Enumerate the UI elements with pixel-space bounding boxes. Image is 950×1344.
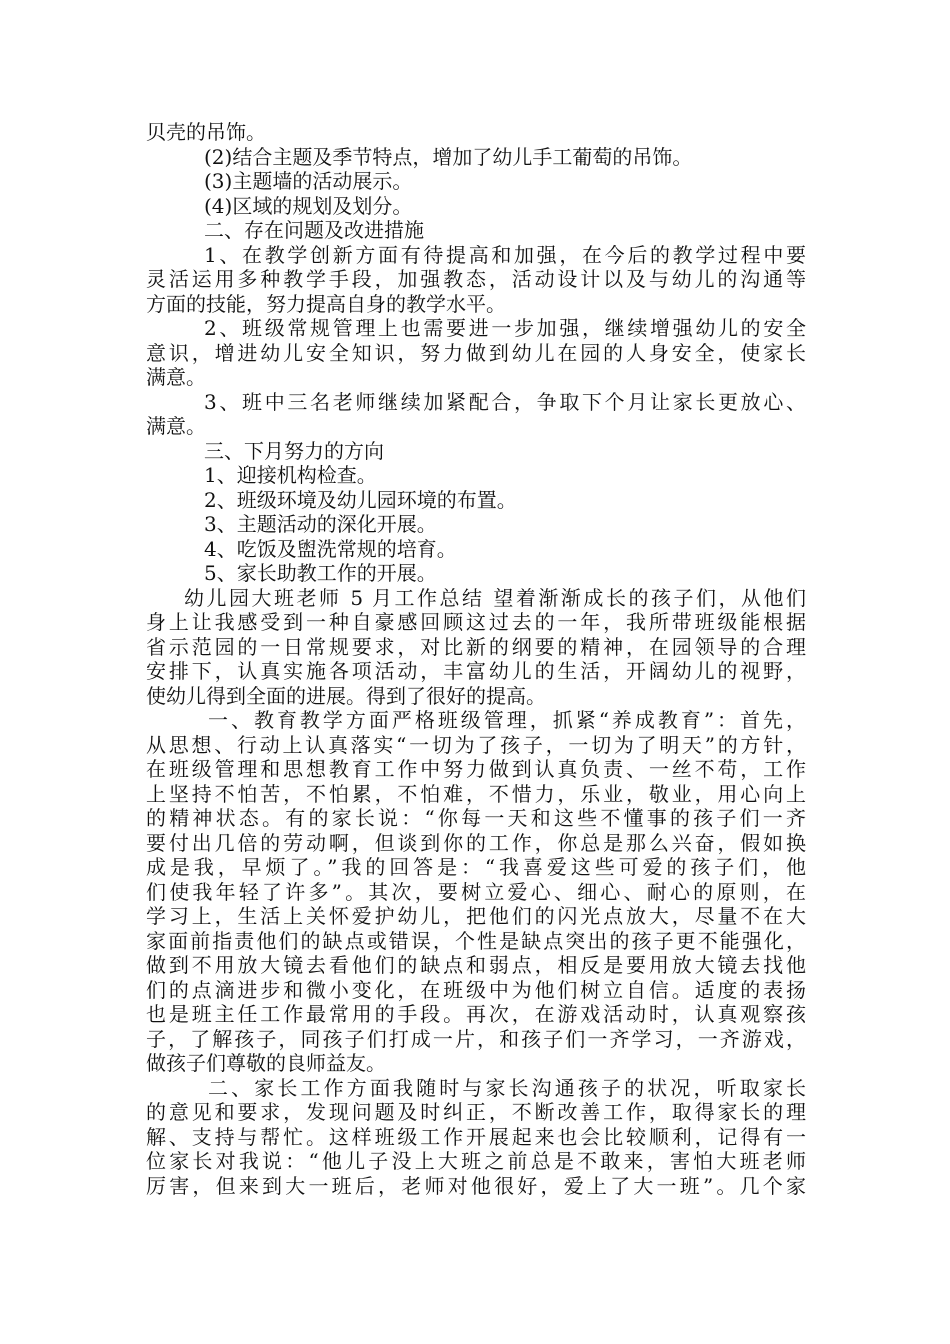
text-line: 3、班中三名老师继续加紧配合，争取下个月让家长更放心、 (204, 389, 806, 414)
text-line: 的意见和要求，发现问题及时纠正，不断改善工作，取得家长的理 (146, 1100, 806, 1124)
text-line: 们使我年轻了许多”。其次，要树立爱心、细心、耐心的原则，在 (146, 879, 806, 904)
document-body (146, 120, 806, 1198)
text-line: 满意。 (146, 414, 206, 438)
text-line: 解、支持与帮忙。这样班级工作开展起来也会比较顺利，记得有一 (146, 1124, 806, 1149)
text-line: 幼儿园大班老师 5 月工作总结 望着渐渐成长的孩子们，从他们 (184, 585, 806, 610)
text-line: 安排下，认真实施各项活动，丰富幼儿的生活，开阔幼儿的视野， (146, 659, 806, 683)
text-line: 3、主题活动的深化开展。 (204, 512, 437, 536)
text-line: 厉害，但来到大一班后，老师对他很好，爱上了大一班”。几个家 (146, 1173, 806, 1198)
text-line: 也是班主任工作最常用的手段。再次，在游戏活动时，认真观察孩 (146, 1002, 806, 1026)
text-line: 满意。 (146, 365, 206, 389)
text-line: 4、吃饭及盥洗常规的培育。 (204, 536, 457, 561)
text-line: 要付出几倍的劳动啊，但谈到你的工作，你总是那么兴奋，假如换 (146, 830, 806, 855)
text-line: 1、在教学创新方面有待提高和加强，在今后的教学过程中要 (204, 242, 806, 267)
text-line: 们的点滴进步和微小变化，在班级中为他们树立自信。适度的表扬 (146, 977, 806, 1002)
text-line: 一、教育教学方面严格班级管理，抓紧“养成教育”：首先， (208, 708, 806, 732)
text-line: 2、班级环境及幼儿园环境的布置。 (204, 487, 517, 512)
text-line: 身上让我感受到一种自豪感回顾这过去的一年，我所带班级能根据 (146, 610, 806, 634)
text-line: 成是我，早烦了。”我的回答是：“我喜爱这些可爱的孩子们，他 (146, 855, 806, 879)
text-line: 意识，增进幼儿安全知识，努力做到幼儿在园的人身安全，使家长 (146, 340, 806, 365)
text-line: 上坚持不怕苦，不怕累，不怕难，不惜力，乐业，敬业，用心向上 (146, 781, 806, 806)
text-line: 1、迎接机构检查。 (204, 463, 377, 487)
text-line: 2、班级常规管理上也需要进一步加强，继续增强幼儿的安全 (204, 316, 806, 340)
text-line: (3)主题墙的活动展示。 (204, 169, 413, 193)
text-line: 省示范园的一日常规要求，对比新的纲要的精神，在园领导的合理 (146, 634, 806, 659)
text-line: 学习上，生活上关怀爱护幼儿，把他们的闪光点放大，尽量不在大 (146, 904, 806, 928)
text-line: 二、存在问题及改进措施 (204, 218, 424, 242)
text-line: 5、家长助教工作的开展。 (204, 561, 437, 585)
text-line: 位家长对我说：“他儿子没上大班之前总是不敢来，害怕大班老师 (146, 1149, 806, 1173)
text-line: 家面前指责他们的缺点或错误，个性是缺点突出的孩子更不能强化， (146, 928, 806, 953)
text-line: 做到不用放大镜去看他们的缺点和弱点，相反是要用放大镜去找他 (146, 953, 806, 977)
text-line: 灵活运用多种教学手段，加强教态，活动设计以及与幼儿的沟通等 (146, 267, 806, 291)
text-line: 二、家长工作方面我随时与家长沟通孩子的状况，听取家长 (208, 1075, 806, 1100)
text-line: (2)结合主题及季节特点，增加了幼儿手工葡萄的吊饰。 (204, 144, 693, 169)
text-line: (4)区域的规划及划分。 (204, 193, 413, 218)
text-line: 的精神状态。有的家长说：“你每一天和这些不懂事的孩子们一齐 (146, 806, 806, 830)
text-line: 做孩子们尊敬的良师益友。 (146, 1051, 386, 1075)
text-line: 贝壳的吊饰。 (146, 120, 266, 144)
text-line: 在班级管理和思想教育工作中努力做到认真负责、一丝不苟，工作 (146, 757, 806, 781)
text-line: 使幼儿得到全面的进展。得到了很好的提高。 (146, 683, 546, 708)
text-line: 方面的技能，努力提高自身的教学水平。 (146, 291, 506, 316)
text-line: 三、下月努力的方向 (204, 438, 384, 463)
text-line: 从思想、行动上认真落实“一切为了孩子，一切为了明天”的方针， (146, 732, 806, 757)
text-line: 子，了解孩子，同孩子们打成一片，和孩子们一齐学习，一齐游戏， (146, 1026, 806, 1051)
